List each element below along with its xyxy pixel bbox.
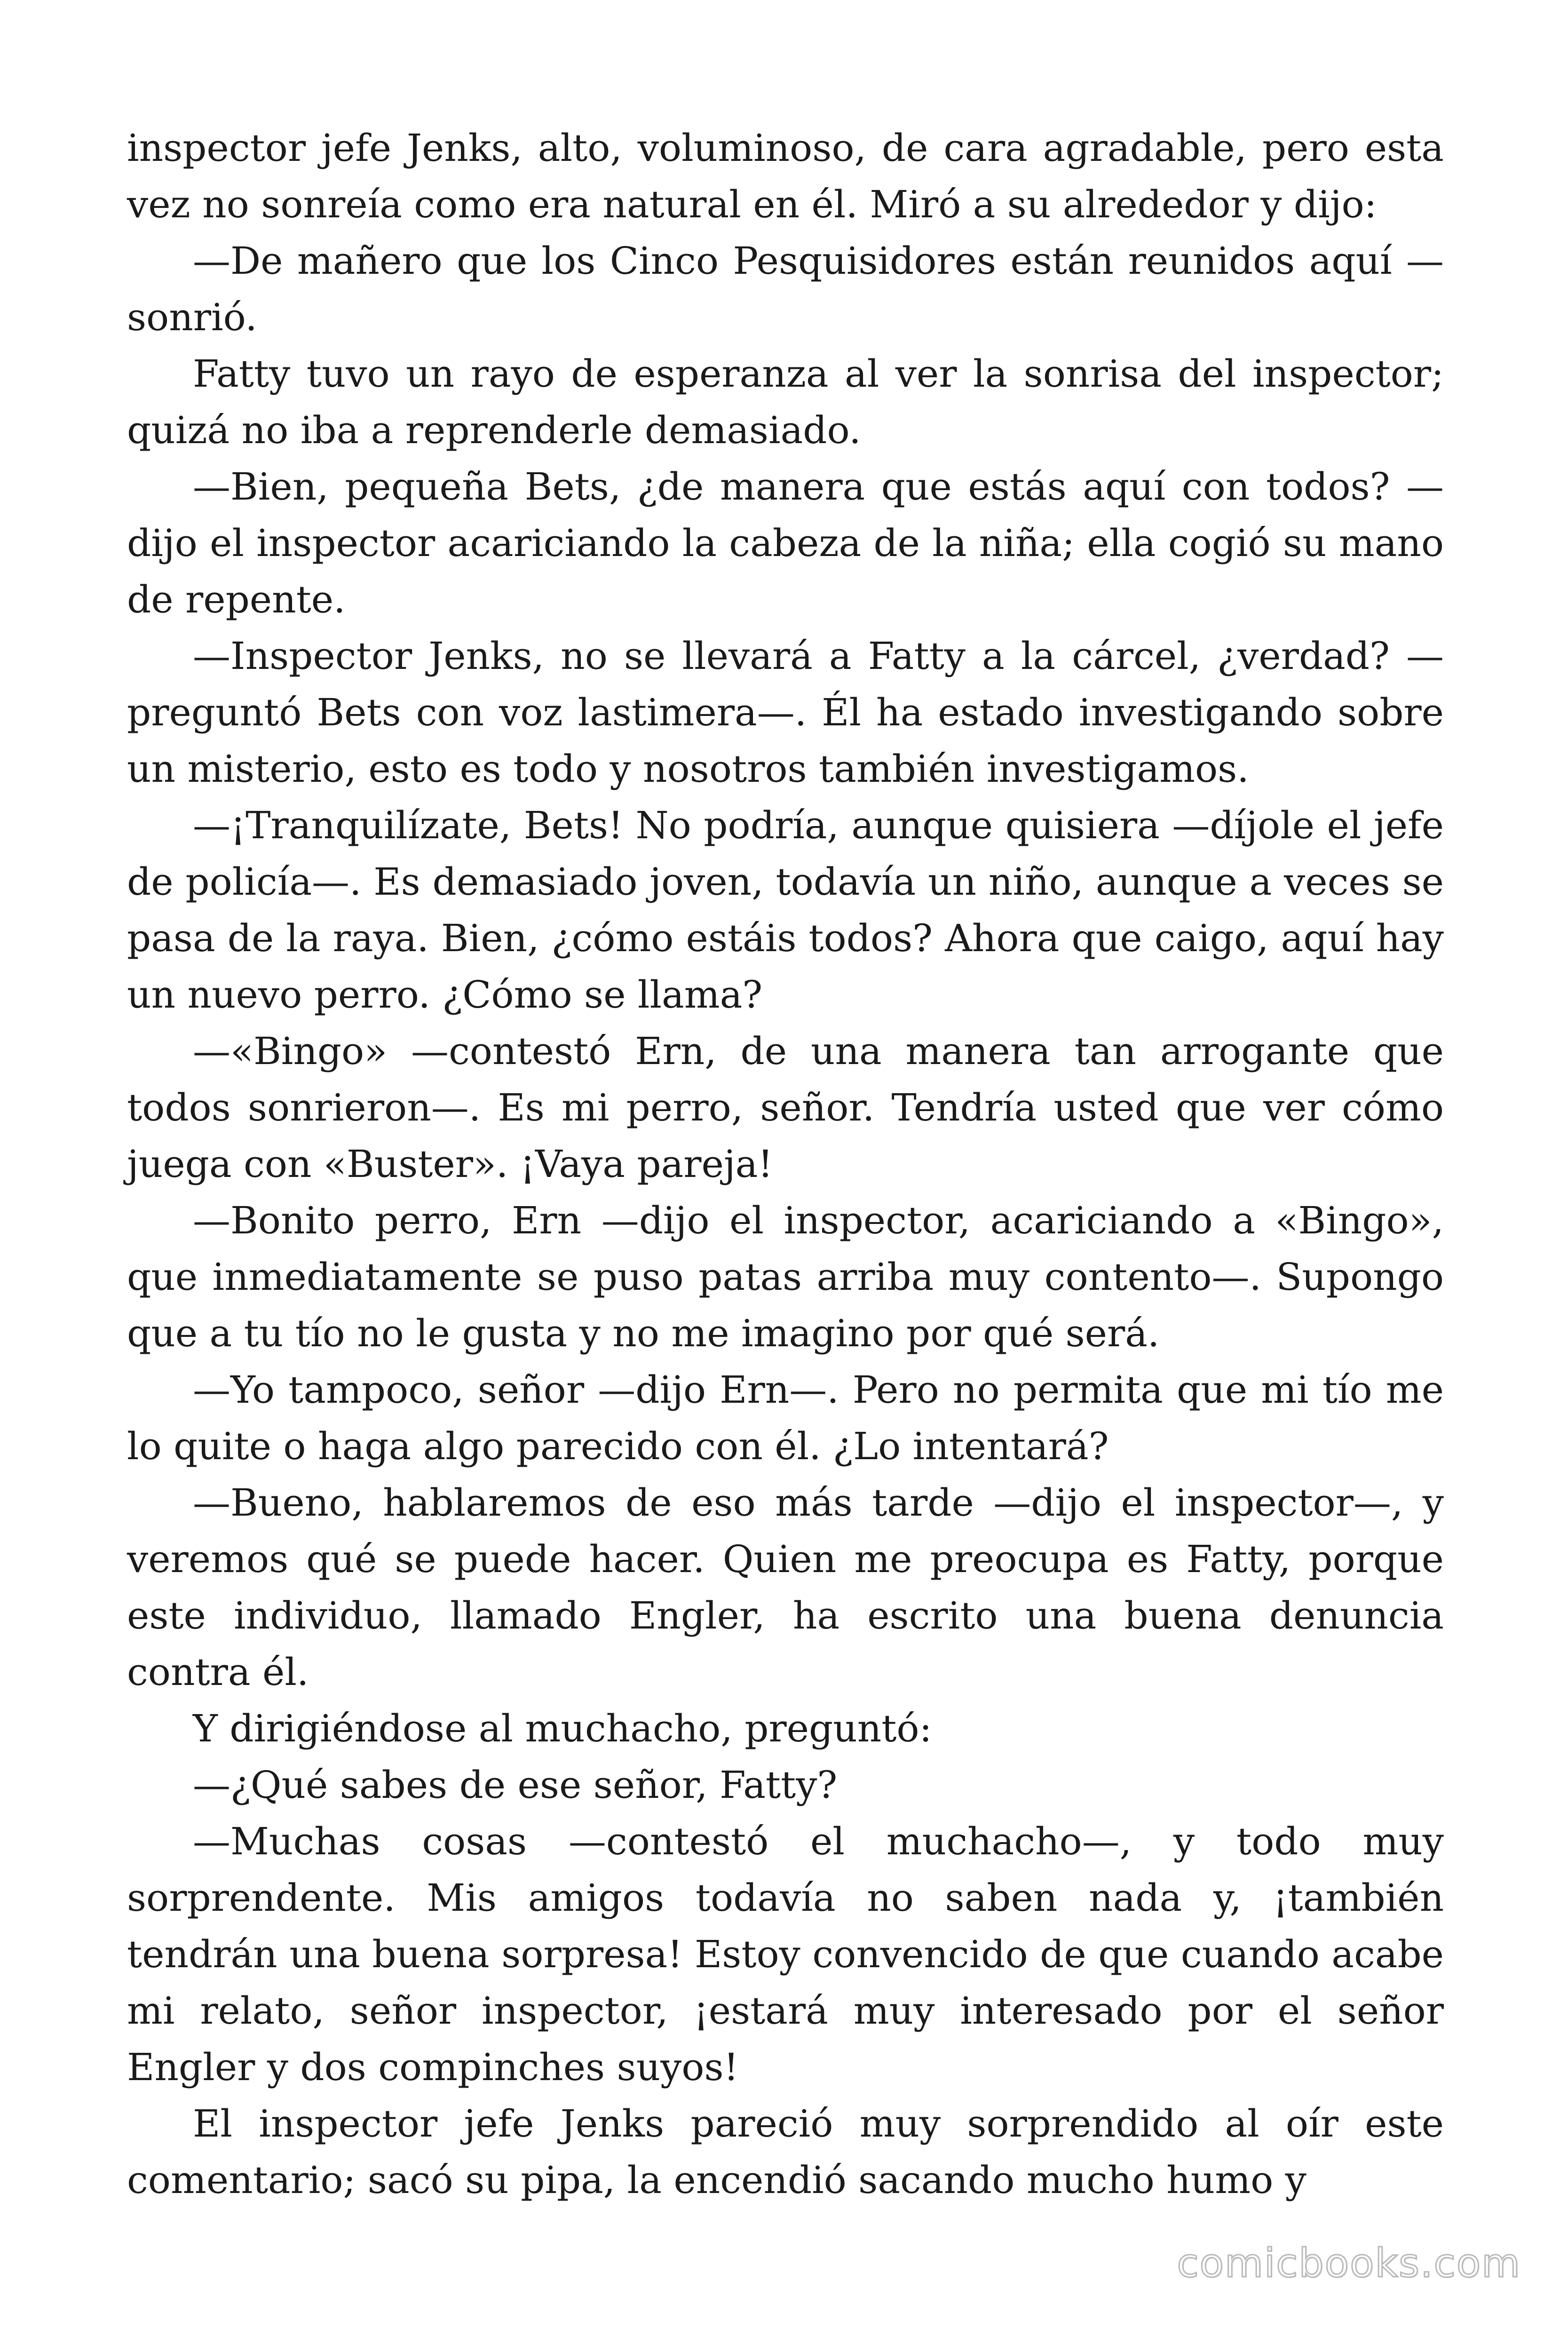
paragraph: —Inspector Jenks, no se llevará a Fatty a la cárcel, ¿verdad? — preguntó Bets con voz lastimera—. Él ha estado investigando sobre un misterio, esto es todo y nosotros también investigamos. — [127, 634, 1444, 791]
paragraph: —Bien, pequeña Bets, ¿de manera que estás aquí con todos? — dijo el inspector acariciando la cabeza de la niña; ella cogió su mano de repente. — [127, 465, 1444, 621]
paragraph: inspector jefe Jenks, alto, voluminoso, de cara agradable, pero esta vez no sonreía como era natural en él. Miró a su alrededor y dijo: — [127, 126, 1444, 226]
paragraph: Fatty tuvo un rayo de esperanza al ver la sonrisa del inspector; quizá no iba a reprenderle demasiado. — [127, 352, 1444, 452]
paragraph: —Bueno, hablaremos de eso más tarde —dijo el inspector—, y veremos qué se puede hacer. Quien me preocupa es Fatty, porque este individuo, llamado Engler, ha escrito una buena denuncia contra él. — [127, 1481, 1444, 1694]
paragraph: Y dirigiéndose al muchacho, preguntó: — [193, 1707, 932, 1750]
paragraph: —Bonito perro, Ern —dijo el inspector, acariciando a «Bingo», que inmediatamente se puso patas arriba muy contento—. Supongo que a tu tío no le gusta y no me imagino por qué será. — [127, 1199, 1444, 1355]
watermark: comicbooks.com — [1177, 2240, 1521, 2286]
paragraph: —De mañero que los Cinco Pesquisidores están reunidos aquí — sonrió. — [127, 239, 1444, 339]
paragraph: —Yo tampoco, señor —dijo Ern—. Pero no permita que mi tío me lo quite o haga algo parecido con él. ¿Lo intentará? — [127, 1368, 1444, 1468]
paragraph: —¿Qué sabes de ese señor, Fatty? — [193, 1763, 838, 1807]
paragraph: —«Bingo» —contestó Ern, de una manera tan arrogante que todos sonrieron—. Es mi perro, señor. Tendría usted que ver cómo juega con «Buster». ¡Vaya pareja! — [127, 1029, 1444, 1186]
paragraph: —¡Tranquilízate, Bets! No podría, aunque quisiera —díjole el jefe de policía—. Es demasiado joven, todavía un niño, aunque a veces se pasa de la raya. Bien, ¿cómo estáis todos? Ahora que caigo, aquí hay un nuevo perro. ¿Cómo se llama? — [127, 803, 1444, 1017]
book-page-text — [127, 120, 1444, 2209]
paragraph: —Muchas cosas —contestó el muchacho—, y todo muy sorprendente. Mis amigos todavía no saben nada y, ¡también tendrán una buena sorpresa! Estoy convencido de que cuando acabe mi relato, señor inspector, ¡estará muy interesado por el señor Engler y dos compinches suyos! — [127, 1820, 1444, 2089]
paragraph: El inspector jefe Jenks pareció muy sorprendido al oír este comentario; sacó su pipa, la encendió sacando mucho humo y — [127, 2102, 1444, 2202]
